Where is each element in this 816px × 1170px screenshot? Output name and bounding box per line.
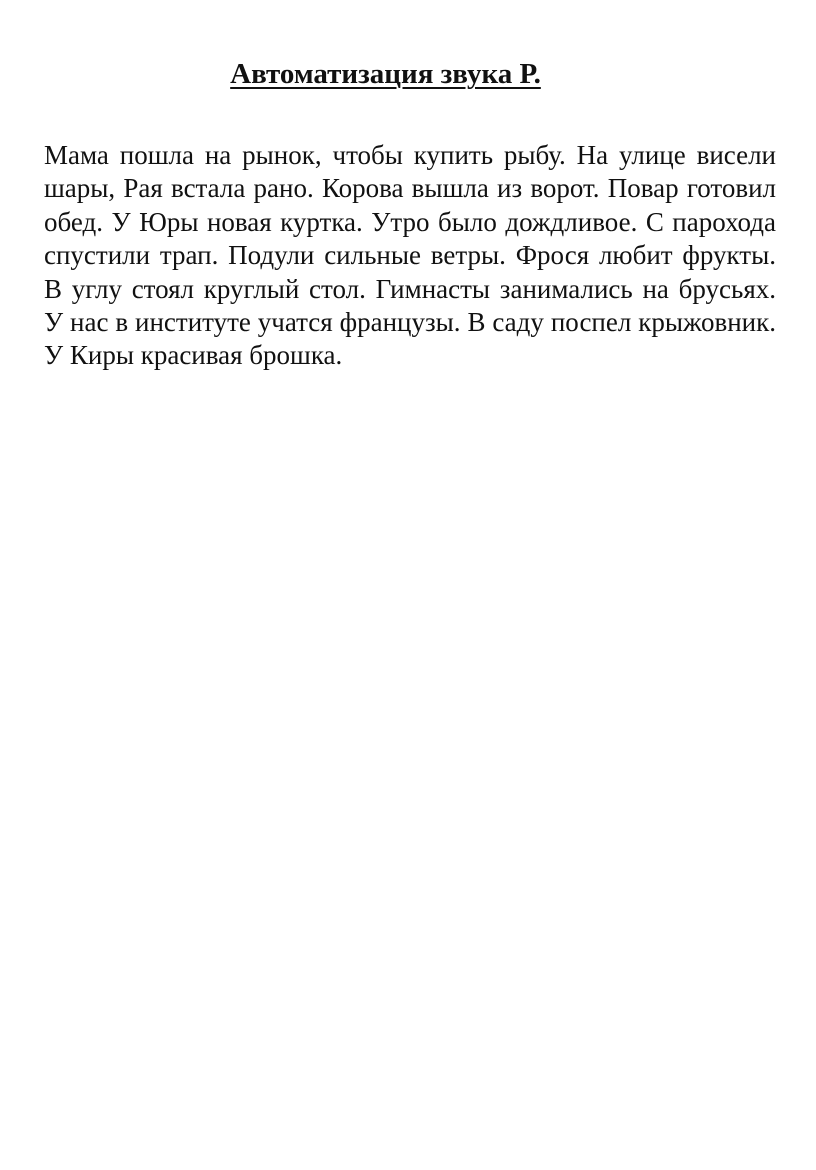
document-title: Автоматизация звука Р. xyxy=(230,58,541,90)
exercise-paragraph: Мама пошла на рынок, чтобы купить рыбу. На улице висели шары, Рая встала рано. Корова вышла из ворот. Повар готовил обед. У Юры новая куртка. Утро было дождливое. С парохода спустили трап. Подули сильные ветры. Фрося любит фрукты. В углу стоял круглый стол. Гимнасты занимались на брусьях. У нас в институте учатся французы. В саду поспел крыжовник. У Киры красивая брошка. xyxy=(44,140,776,371)
